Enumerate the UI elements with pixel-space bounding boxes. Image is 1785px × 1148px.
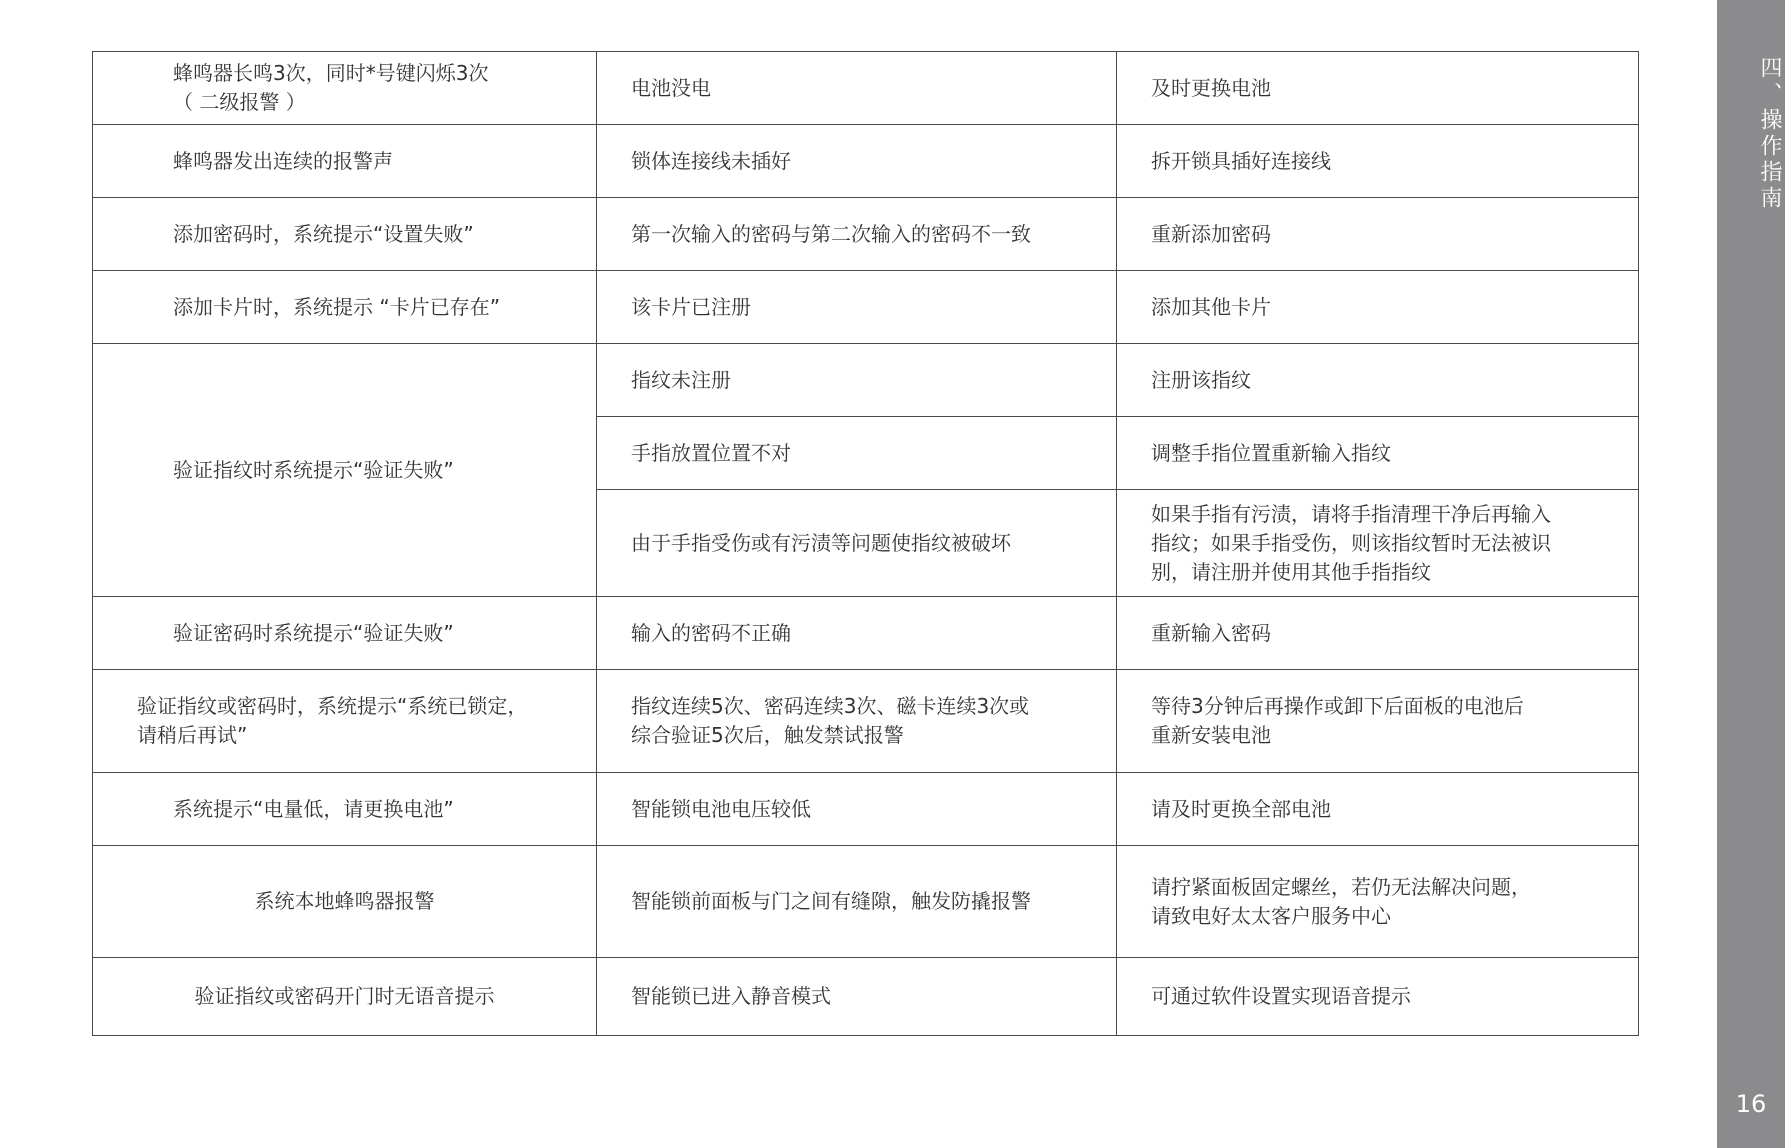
symptom-cell: 添加卡片时，系统提示 “卡片已存在”	[93, 271, 597, 344]
cause-cell: 指纹未注册	[597, 344, 1117, 417]
troubleshooting-table	[92, 51, 1639, 1036]
symptom-cell: 验证密码时系统提示“验证失败”	[93, 597, 597, 670]
symptom-cell: 验证指纹或密码开门时无语音提示	[93, 958, 597, 1036]
cause-cell: 指纹连续5次、密码连续3次、磁卡连续3次或 综合验证5次后，触发禁试报警	[597, 670, 1117, 773]
table-row	[93, 198, 1639, 271]
symptom-cell: 添加密码时，系统提示“设置失败”	[93, 198, 597, 271]
solution-cell: 添加其他卡片	[1117, 271, 1639, 344]
table-row	[93, 958, 1639, 1036]
cause-cell: 手指放置位置不对	[597, 417, 1117, 490]
sidebar	[1717, 0, 1785, 1148]
cause-cell: 电池没电	[597, 52, 1117, 125]
solution-cell: 请及时更换全部电池	[1117, 773, 1639, 846]
table-row	[93, 344, 1639, 417]
table-row	[93, 597, 1639, 670]
table-row	[93, 271, 1639, 344]
solution-cell: 重新添加密码	[1117, 198, 1639, 271]
cause-cell: 智能锁前面板与门之间有缝隙，触发防撬报警	[597, 846, 1117, 958]
solution-cell: 可通过软件设置实现语音提示	[1117, 958, 1639, 1036]
section-title: 四、操作指南	[1757, 56, 1782, 212]
solution-cell: 及时更换电池	[1117, 52, 1639, 125]
table-row	[93, 125, 1639, 198]
table-row	[93, 773, 1639, 846]
solution-cell: 等待3分钟后再操作或卸下后面板的电池后 重新安装电池	[1117, 670, 1639, 773]
table-row	[93, 52, 1639, 125]
cause-cell: 输入的密码不正确	[597, 597, 1117, 670]
solution-cell: 如果手指有污渍，请将手指清理干净后再输入 指纹；如果手指受伤，则该指纹暂时无法被识 别，请注册并使用其他手指指纹	[1117, 490, 1639, 597]
symptom-cell: 系统本地蜂鸣器报警	[93, 846, 597, 958]
page-number: 16	[1735, 1090, 1767, 1118]
symptom-cell: 系统提示“电量低，请更换电池”	[93, 773, 597, 846]
symptom-cell: 验证指纹或密码时，系统提示“系统已锁定， 请稍后再试”	[93, 670, 597, 773]
solution-cell: 重新输入密码	[1117, 597, 1639, 670]
solution-cell: 注册该指纹	[1117, 344, 1639, 417]
solution-cell: 调整手指位置重新输入指纹	[1117, 417, 1639, 490]
table-row	[93, 846, 1639, 958]
cause-cell: 该卡片已注册	[597, 271, 1117, 344]
cause-cell: 第一次输入的密码与第二次输入的密码不一致	[597, 198, 1117, 271]
cause-cell: 锁体连接线未插好	[597, 125, 1117, 198]
symptom-cell: 蜂鸣器长鸣3次，同时*号键闪烁3次 （ 二级报警 ）	[93, 52, 597, 125]
symptom-cell: 蜂鸣器发出连续的报警声	[93, 125, 597, 198]
solution-cell: 请拧紧面板固定螺丝，若仍无法解决问题， 请致电好太太客户服务中心	[1117, 846, 1639, 958]
cause-cell: 由于手指受伤或有污渍等问题使指纹被破坏	[597, 490, 1117, 597]
cause-cell: 智能锁已进入静音模式	[597, 958, 1117, 1036]
symptom-cell: 验证指纹时系统提示“验证失败”	[93, 344, 597, 597]
table-row	[93, 670, 1639, 773]
solution-cell: 拆开锁具插好连接线	[1117, 125, 1639, 198]
cause-cell: 智能锁电池电压较低	[597, 773, 1117, 846]
